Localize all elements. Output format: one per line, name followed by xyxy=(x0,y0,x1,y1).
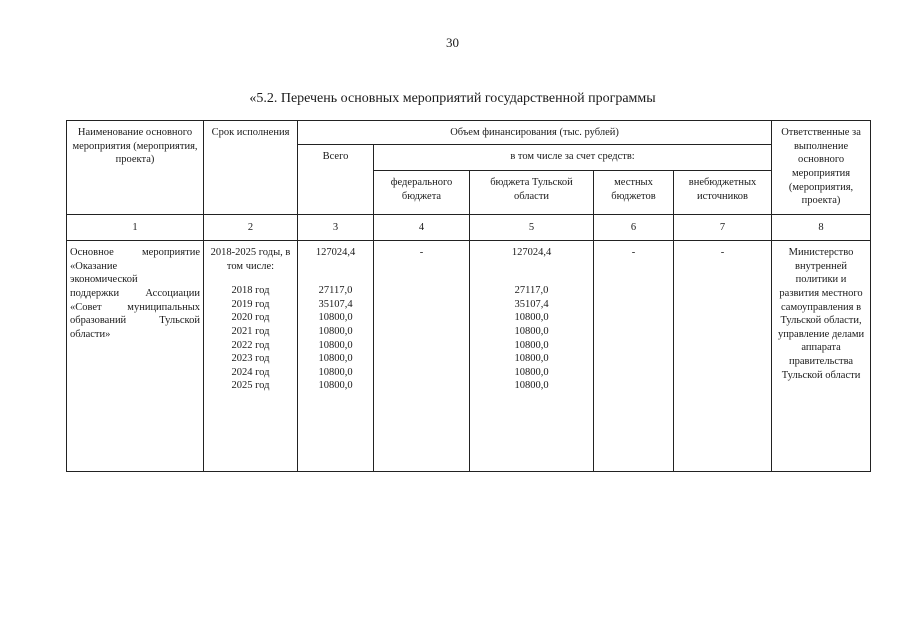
year-item: 2021 год xyxy=(231,325,270,337)
regional-year-value: 10800,0 xyxy=(514,353,549,365)
extra-value: - xyxy=(720,247,725,258)
total-by-year xyxy=(301,284,370,393)
column-numbers-row xyxy=(67,215,871,241)
year-item: 2025 год xyxy=(231,380,270,392)
header-local: местных бюджетов xyxy=(594,171,674,215)
column-number: 1 xyxy=(67,215,204,241)
measure-name-line: «Оказание xyxy=(70,260,118,272)
year-item: 2022 год xyxy=(231,339,270,351)
total-year-value: 10800,0 xyxy=(318,380,353,392)
measure-name-cell xyxy=(67,241,204,472)
responsible-cell: Министерство внутренней политики и развития местного самоуправления в Тульской области, управление делами аппарата правительства Тульской области xyxy=(772,241,871,472)
total-year-value: 10800,0 xyxy=(318,325,353,337)
year-item: 2020 год xyxy=(231,312,270,324)
total-year-value: 10800,0 xyxy=(318,312,353,324)
header-responsible: Ответственные за выполнение основного мероприятия (мероприятия, проекта) xyxy=(772,121,871,215)
federal-value: - xyxy=(419,247,424,258)
header-term: Срок исполнения xyxy=(204,121,298,215)
header-row-1 xyxy=(67,121,871,145)
regional-year-value: 10800,0 xyxy=(514,312,549,324)
measure-name-line: поддержки Ассоциации xyxy=(70,287,200,299)
header-volume: Объем финансирования (тыс. рублей) xyxy=(298,121,772,145)
year-item: 2018 год xyxy=(231,285,270,296)
header-total: Всего xyxy=(298,145,374,215)
period-text: 2018-2025 годы, в том числе: xyxy=(210,247,291,272)
header-regional: бюджета Тульской области xyxy=(470,171,594,215)
measure-name-line: области» xyxy=(70,328,111,340)
column-number: 3 xyxy=(298,215,374,241)
local-cell xyxy=(594,241,674,472)
regional-year-value: 35107,4 xyxy=(514,298,549,310)
measure-name-line: Основное мероприятие xyxy=(70,247,200,258)
header-extra: внебюджетных источников xyxy=(674,171,772,215)
years-list xyxy=(207,284,294,393)
regional-year-value: 27117,0 xyxy=(514,285,549,296)
term-cell xyxy=(204,241,298,472)
measure-name-line: образований Тульской xyxy=(70,315,200,327)
column-number: 7 xyxy=(674,215,772,241)
column-number: 2 xyxy=(204,215,298,241)
column-number: 8 xyxy=(772,215,871,241)
total-value: 127024,4 xyxy=(315,247,356,258)
year-item: 2019 год xyxy=(231,298,270,310)
data-row xyxy=(67,241,871,472)
regional-year-value: 10800,0 xyxy=(514,339,549,351)
year-item: 2023 год xyxy=(231,353,270,365)
column-number: 4 xyxy=(374,215,470,241)
total-year-value: 27117,0 xyxy=(318,285,353,296)
measures-table xyxy=(66,120,871,472)
regional-by-year xyxy=(473,284,590,393)
document-title: «5.2. Перечень основных мероприятий государственной программы xyxy=(249,91,656,106)
regional-cell xyxy=(470,241,594,472)
total-year-value: 10800,0 xyxy=(318,366,353,378)
total-year-value: 10800,0 xyxy=(318,353,353,365)
local-value: - xyxy=(631,247,636,258)
total-cell xyxy=(298,241,374,472)
header-name: Наименование основного мероприятия (мероприятия, проекта) xyxy=(67,121,204,215)
regional-value: 127024,4 xyxy=(511,247,552,258)
regional-year-value: 10800,0 xyxy=(514,380,549,392)
regional-year-value: 10800,0 xyxy=(514,366,549,378)
header-including: в том числе за счет средств: xyxy=(374,145,772,171)
regional-year-value: 10800,0 xyxy=(514,325,549,337)
year-item: 2024 год xyxy=(231,366,270,378)
extra-cell xyxy=(674,241,772,472)
total-year-value: 35107,4 xyxy=(318,298,353,310)
page-number: 30 xyxy=(446,35,459,50)
total-year-value: 10800,0 xyxy=(318,339,353,351)
measure-name-line: «Совет муниципальных xyxy=(70,301,200,313)
column-number: 6 xyxy=(594,215,674,241)
federal-cell xyxy=(374,241,470,472)
header-federal: федерального бюджета xyxy=(374,171,470,215)
column-number: 5 xyxy=(470,215,594,241)
measure-name-line: экономической xyxy=(70,274,138,286)
